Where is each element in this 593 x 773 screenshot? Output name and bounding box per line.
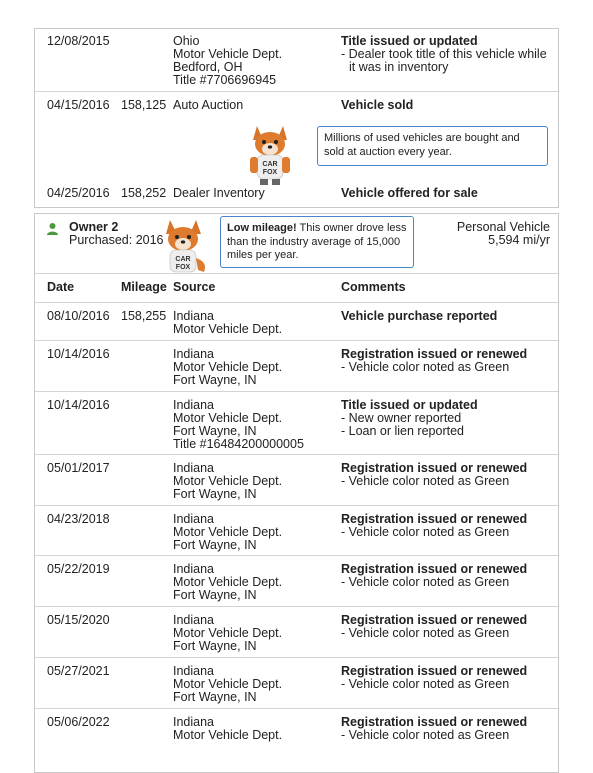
- row-comment-line: - Vehicle color noted as Green: [341, 525, 510, 539]
- table-row: [35, 303, 558, 341]
- row-date: 10/14/2016: [47, 347, 110, 361]
- row-source: Dealer Inventory: [173, 186, 265, 200]
- table-row: [35, 658, 558, 709]
- svg-text:FOX: FOX: [175, 264, 191, 271]
- row-comment-title: Title issued or updated: [341, 398, 478, 412]
- row-source: Ohio Motor Vehicle Dept. Bedford, OH Title #7706696945: [173, 34, 283, 87]
- row-mileage: 158,125: [121, 98, 167, 112]
- row-comment-title: Registration issued or renewed: [341, 512, 528, 526]
- header-comments: Comments: [341, 280, 406, 294]
- row-source: Indiana Motor Vehicle Dept. Fort Wayne, IN: [173, 562, 283, 602]
- auction-callout-text: Millions of used vehicles are bought and sold at auction every year.: [324, 132, 520, 158]
- row-comment-line: - New owner reported: [341, 411, 462, 425]
- row-comments: [341, 614, 556, 640]
- row-source: Indiana Motor Vehicle Dept. Fort Wayne, IN Title #16484200000005: [173, 398, 304, 451]
- row-comment-line: - Vehicle color noted as Green: [341, 474, 510, 488]
- table-row: [35, 709, 558, 769]
- row-source: Indiana Motor Vehicle Dept. Fort Wayne, IN: [173, 347, 283, 387]
- row-comment-line: - Vehicle color noted as Green: [341, 626, 510, 640]
- svg-text:CAR: CAR: [262, 161, 278, 168]
- row-comments: [341, 348, 556, 374]
- row-source: Indiana Motor Vehicle Dept. Fort Wayne, IN: [173, 512, 283, 552]
- table-row: [35, 556, 558, 607]
- header-mileage: Mileage: [121, 280, 167, 294]
- table-row: [35, 455, 558, 506]
- row-source: Indiana Motor Vehicle Dept.: [173, 309, 283, 336]
- owner-title: Owner 2: [69, 220, 119, 234]
- owner-purchased: Purchased: 2016: [69, 233, 164, 247]
- vehicle-usage: 5,594 mi/yr: [488, 233, 550, 247]
- row-comment-line: - Vehicle color noted as Green: [341, 360, 510, 374]
- low-mileage-callout-bold: Low mileage!: [227, 222, 297, 234]
- table-row: [35, 341, 558, 392]
- row-comments: [341, 35, 556, 74]
- owner-summary: [35, 214, 558, 274]
- table-row: [35, 392, 558, 455]
- row-mileage: 158,255: [121, 309, 167, 323]
- carfox-mascot-icon: [158, 218, 210, 274]
- table-row: [35, 607, 558, 658]
- header-date: Date: [47, 280, 75, 294]
- carfox-mascot-icon: [245, 122, 295, 186]
- row-date: 04/25/2016: [47, 186, 110, 200]
- table-row: [35, 506, 558, 556]
- row-date: 04/23/2018: [47, 512, 110, 526]
- row-comment-title: Registration issued or renewed: [341, 347, 528, 361]
- owner2-history-panel: [34, 213, 559, 773]
- row-source: Auto Auction: [173, 98, 244, 112]
- row-date: 05/22/2019: [47, 562, 110, 576]
- svg-text:CAR: CAR: [175, 256, 191, 263]
- auction-callout: [317, 126, 548, 166]
- row-comments: [341, 462, 556, 488]
- row-comment-line: - Dealer took title of this vehicle while it was in inventory: [341, 47, 547, 74]
- row-date: 05/15/2020: [47, 613, 110, 627]
- row-comment-title: Registration issued or renewed: [341, 613, 528, 627]
- row-comment-title: Vehicle sold: [341, 98, 414, 112]
- table-header-row: [35, 273, 558, 303]
- row-source: Indiana Motor Vehicle Dept. Fort Wayne, IN: [173, 461, 283, 501]
- row-comment-title: Registration issued or renewed: [341, 461, 528, 475]
- row-source: Indiana Motor Vehicle Dept. Fort Wayne, IN: [173, 664, 283, 704]
- row-mileage: 158,252: [121, 186, 167, 200]
- row-comment-title: Registration issued or renewed: [341, 562, 528, 576]
- vehicle-type: Personal Vehicle: [456, 220, 550, 234]
- low-mileage-callout-text: This owner drove less than the industry average of 15,000 miles per year.: [227, 222, 407, 261]
- row-comment-title: Vehicle offered for sale: [341, 186, 478, 200]
- row-comments: [341, 665, 556, 691]
- row-comment-title: Title issued or updated: [341, 34, 478, 48]
- row-date: 12/08/2015: [47, 34, 110, 48]
- row-comment-title: Registration issued or renewed: [341, 664, 528, 678]
- row-comments: [341, 310, 556, 323]
- row-comments: [341, 99, 556, 112]
- row-comments: [341, 187, 556, 200]
- row-comments: [341, 399, 556, 438]
- svg-text:FOX: FOX: [262, 169, 278, 176]
- row-comment-line: - Vehicle color noted as Green: [341, 575, 510, 589]
- row-source: Indiana Motor Vehicle Dept. Fort Wayne, IN: [173, 613, 283, 653]
- low-mileage-callout: [220, 216, 414, 268]
- table-row: [35, 180, 558, 208]
- row-comments: [341, 716, 556, 742]
- row-comment-line: - Loan or lien reported: [341, 424, 464, 438]
- row-date: 05/06/2022: [47, 715, 110, 729]
- header-source: Source: [173, 280, 216, 294]
- row-date: 05/27/2021: [47, 664, 110, 678]
- row-comments: [341, 513, 556, 539]
- row-comment-title: Vehicle purchase reported: [341, 309, 498, 323]
- row-date: 05/01/2017: [47, 461, 110, 475]
- table-row: [35, 29, 558, 92]
- owner-person-icon: [46, 222, 59, 235]
- owner1-history-panel: [34, 28, 559, 208]
- row-date: 04/15/2016: [47, 98, 110, 112]
- row-comment-title: Registration issued or renewed: [341, 715, 528, 729]
- row-date: 10/14/2016: [47, 398, 110, 412]
- row-comment-line: - Vehicle color noted as Green: [341, 728, 510, 742]
- row-comment-line: - Vehicle color noted as Green: [341, 677, 510, 691]
- row-source: Indiana Motor Vehicle Dept.: [173, 715, 283, 742]
- row-date: 08/10/2016: [47, 309, 110, 323]
- row-comments: [341, 563, 556, 589]
